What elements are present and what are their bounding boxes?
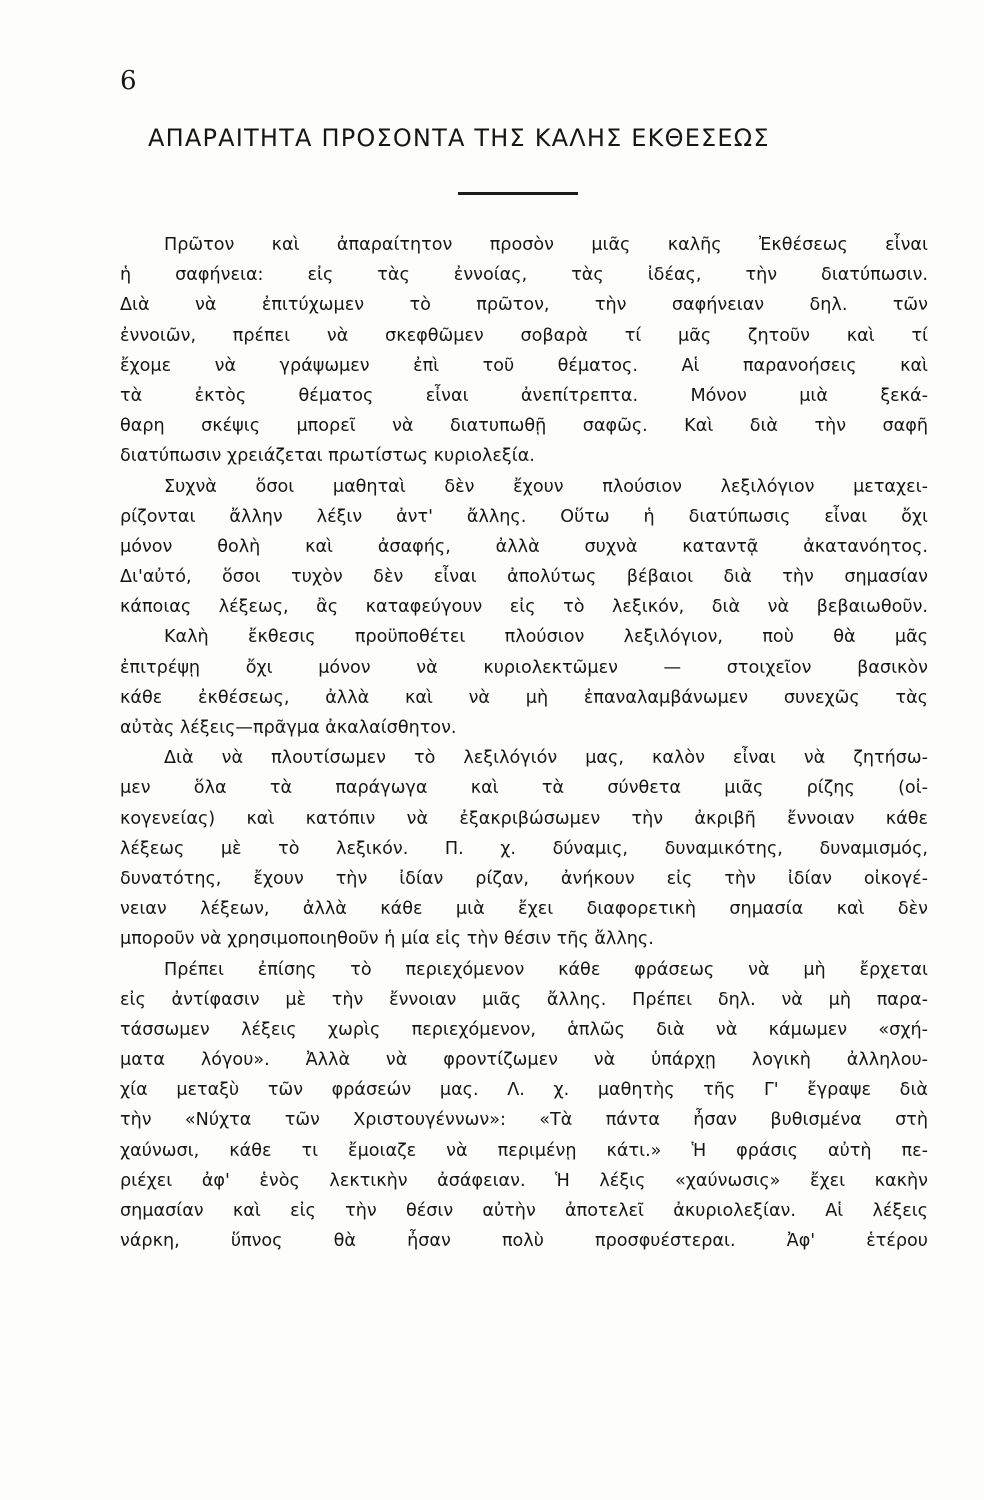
text-line: ἐπιτρέψῃ ὄχι μόνον νὰ κυριολεκτῶμεν — στοιχεῖον βασικὸν [120,657,928,678]
text-line: Διὰ νὰ πλουτίσωμεν τὸ λεξιλόγιόν μας, καλὸν εἶναι νὰ ζητήσω- [164,748,928,769]
text-line: κάποιας λέξεως, ἂς καταφεύγουν εἰς τὸ λεξικόν, διὰ νὰ βεβαιωθοῦν. [120,597,928,618]
page-number: 6 [120,66,137,96]
text-line: ματα λόγου». Ἀλλὰ νὰ φροντίζωμεν νὰ ὑπάρχῃ λογικὴ ἀλληλου- [120,1050,928,1071]
text-line: τάσσωμεν λέξεις χωρὶς περιεχόμενον, ἁπλῶς διὰ νὰ κάμωμεν «σχή- [120,1019,928,1040]
text-line: σημασίαν καὶ εἰς τὴν θέσιν αὐτὴν ἀποτελεῖ ἀκυριολεξίαν. Αἱ λέξεις [120,1201,928,1221]
text-line: ρίζονται ἄλλην λέξιν ἀντ' ἄλλης. Οὕτω ἡ διατύπωσις εἶναι ὄχι [120,506,928,527]
text-line: τὰ ἐκτὸς θέματος εἶναι ἀνεπίτρεπτα. Μόνον μιὰ ξεκά- [120,385,928,406]
text-line: Καλὴ ἔκθεσις προϋποθέτει πλούσιον λεξιλόγιον, ποὺ θὰ μᾶς [164,627,928,648]
text-line: χία μεταξὺ τῶν φράσεών μας. Λ. χ. μαθητὴς τῆς Γ' ἔγραψε διὰ [120,1080,928,1101]
text-line: Δι'αὐτό, ὅσοι τυχὸν δὲν εἶναι ἀπολύτως βέβαιοι διὰ τὴν σημασίαν [120,567,928,588]
body-text [120,230,928,1256]
text-line: αὐτὰς λέξεις—πρᾶγμα ἀκαλαίσθητον. [120,718,457,738]
text-line: ριέχει ἀφ' ἑνὸς λεκτικὴν ἀσάφειαν. Ἡ λέξις «χαύνωσις» ἔχει κακὴν [120,1170,928,1191]
text-line: λέξεως μὲ τὸ λεξικόν. Π. χ. δύναμις, δυναμικότης, δυναμισμός, [120,838,928,859]
text-line: δυνατότης, ἔχουν τὴν ἰδίαν ρίζαν, ἀνήκουν εἰς τὴν ἰδίαν οἰκογέ- [120,868,928,889]
text-line: κογενείας) καὶ κατόπιν νὰ ἐξακριβώσωμεν τὴν ἀκριβῆ ἔννοιαν κάθε [120,808,928,829]
text-line: μποροῦν νὰ χρησιμοποιηθοῦν ἡ μία εἰς τὴν θέσιν τῆς ἄλλης. [120,929,654,950]
heading-rule [458,192,578,195]
text-line: Πρῶτον καὶ ἀπαραίτητον προσὸν μιᾶς καλῆς Ἐκθέσεως εἶναι [164,235,928,255]
chapter-heading: ΑΠΑΡΑΙΤΗΤΑ ΠΡΟΣΟΝΤΑ ΤΗΣ ΚΑΛΗΣ ΕΚΘΕΣΕΩΣ [148,124,770,152]
text-line: μεν ὅλα τὰ παράγωγα καὶ τὰ σύνθετα μιᾶς ρίζης (οἰ- [120,778,928,799]
text-line: κάθε ἐκθέσεως, ἀλλὰ καὶ νὰ μὴ ἐπαναλαμβάνωμεν συνεχῶς τὰς [120,687,928,708]
text-line: ἡ σαφήνεια: εἰς τὰς ἐννοίας, τὰς ἰδέας, τὴν διατύπωσιν. [120,265,928,286]
text-line: θαρη σκέψις μπορεῖ νὰ διατυπωθῇ σαφῶς. Καὶ διὰ τὴν σαφῆ [120,416,928,437]
text-line: Συχνὰ ὅσοι μαθηταὶ δὲν ἔχουν πλούσιον λεξιλόγιον μεταχει- [164,476,928,497]
text-line: ἐννοιῶν, πρέπει νὰ σκεφθῶμεν σοβαρὰ τί μᾶς ζητοῦν καὶ τί [120,325,928,346]
text-line: διατύπωσιν χρειάζεται πρωτίστως κυριολεξία. [120,446,535,467]
text-line: νειαν λέξεων, ἀλλὰ κάθε μιὰ ἔχει διαφορετικὴ σημασία καὶ δὲν [120,899,928,920]
text-line: νάρκη, ὕπνος θὰ ἦσαν πολὺ προσφυέστεραι. Ἀφ' ἑτέρου [120,1231,928,1252]
text-line: Πρέπει ἐπίσης τὸ περιεχόμενον κάθε φράσεως νὰ μὴ ἔρχεται [164,959,928,980]
text-line: μόνον θολὴ καὶ ἀσαφής, ἀλλὰ συχνὰ καταντᾷ ἀκατανόητος. [120,536,928,557]
text-line: ἔχομε νὰ γράψωμεν ἐπὶ τοῦ θέματος. Αἱ παρανοήσεις καὶ [120,355,928,376]
text-line: εἰς ἀντίφασιν μὲ τὴν ἔννοιαν μιᾶς ἄλλης. Πρέπει δηλ. νὰ μὴ παρα- [120,989,928,1010]
text-line: Διὰ νὰ ἐπιτύχωμεν τὸ πρῶτον, τὴν σαφήνειαν δηλ. τῶν [120,295,928,316]
text-line: τὴν «Νύχτα τῶν Χριστουγέννων»: «Τὰ πάντα ἦσαν βυθισμένα στὴ [120,1110,928,1131]
text-line: χαύνωσι, κάθε τι ἔμοιαζε νὰ περιμένῃ κάτι.» Ἡ φράσις αὐτὴ πε- [120,1140,928,1161]
